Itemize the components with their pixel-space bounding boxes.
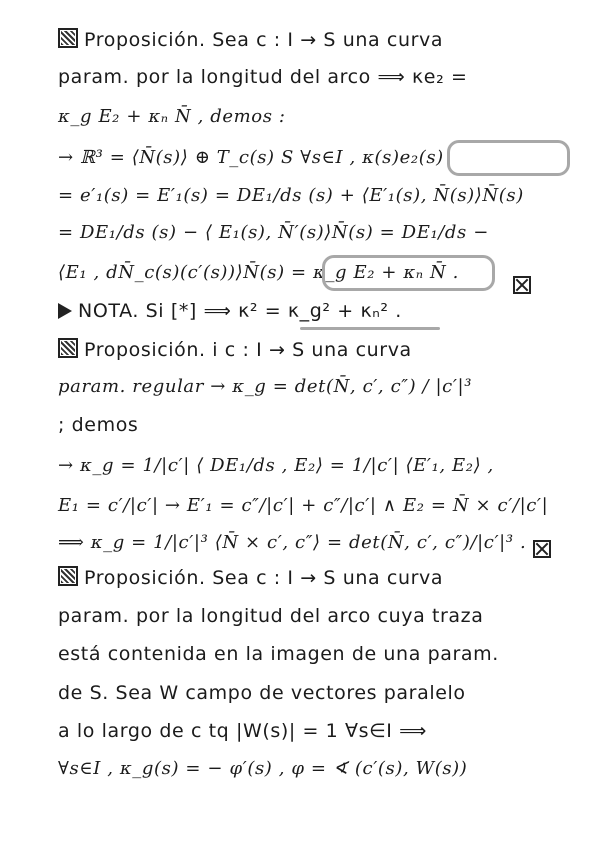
qed-box-icon bbox=[513, 276, 531, 294]
proposition-1-heading: Proposición. Sea c : I → S una curva bbox=[58, 28, 443, 51]
proof-2-start: ; demos bbox=[58, 414, 139, 436]
proposition-3-heading: Proposición. Sea c : I → S una curva bbox=[58, 566, 443, 589]
proposition-box-icon bbox=[58, 338, 78, 358]
highlight-underline bbox=[300, 327, 440, 330]
highlight-oval-1 bbox=[447, 140, 570, 176]
nota-line: NOTA. Si [*] ⟹ κ² = κ_g² + κₙ² . bbox=[58, 300, 402, 322]
proof-2-line-2: E₁ = c′/|c′| → E′₁ = c″/|c′| + c″/|c′| ∧ E₂ = N̄ × c′/|c′| bbox=[58, 495, 549, 516]
arrow-marker-icon bbox=[58, 303, 72, 319]
proposition-1-line-3: κ_g E₂ + κₙ N̄ , demos : bbox=[58, 106, 286, 127]
qed-box-icon bbox=[533, 540, 551, 558]
proposition-2-line-2: param. regular → κ_g = det(N̄, c′, c″) / |c′|³ bbox=[58, 376, 473, 397]
proposition-3-line-6: ∀s∈I , κ_g(s) = − φ′(s) , φ = ∢ (c′(s), W(s)) bbox=[58, 758, 468, 779]
proposition-3-line-4: de S. Sea W campo de vectores paralelo bbox=[58, 682, 466, 704]
proof-1-line-3: = DE₁/ds (s) − ⟨ E₁(s), N̄′(s)⟩N̄(s) = DE₁/ds − bbox=[58, 222, 489, 243]
proof-2-line-1: → κ_g = 1/|c′| ⟨ DE₁/ds , E₂⟩ = 1/|c′| ⟨E′₁, E₂⟩ , bbox=[58, 455, 494, 476]
proof-1-line-1: → ℝ³ = ⟨N̄(s)⟩ ⊕ T_c(s) S ∀s∈I , κ(s)e₂(s) bbox=[58, 147, 444, 168]
proof-1-line-4: ⟨E₁ , dN̄_c(s)(c′(s))⟩N̄(s) = κ_g E₂ + κₙ N̄ . bbox=[58, 262, 459, 283]
highlight-oval-2 bbox=[322, 255, 495, 291]
proposition-box-icon bbox=[58, 566, 78, 586]
proposition-3-line-2: param. por la longitud del arco cuya traza bbox=[58, 605, 484, 627]
proof-2-line-3: ⟹ κ_g = 1/|c′|³ ⟨N̄ × c′, c″⟩ = det(N̄, c′, c″)/|c′|³ . bbox=[58, 532, 527, 553]
proposition-2-heading: Proposición. i c : I → S una curva bbox=[58, 338, 412, 361]
proof-1-line-2: = e′₁(s) = E′₁(s) = DE₁/ds (s) + ⟨E′₁(s), N̄(s)⟩N̄(s) bbox=[58, 185, 524, 206]
proposition-1-line-2: param. por la longitud del arco ⟹ κe₂ = bbox=[58, 66, 468, 88]
proposition-3-line-3: está contenida en la imagen de una param. bbox=[58, 643, 499, 665]
proposition-3-line-5: a lo largo de c tq |W(s)| = 1 ∀s∈I ⟹ bbox=[58, 720, 427, 742]
proposition-box-icon bbox=[58, 28, 78, 48]
